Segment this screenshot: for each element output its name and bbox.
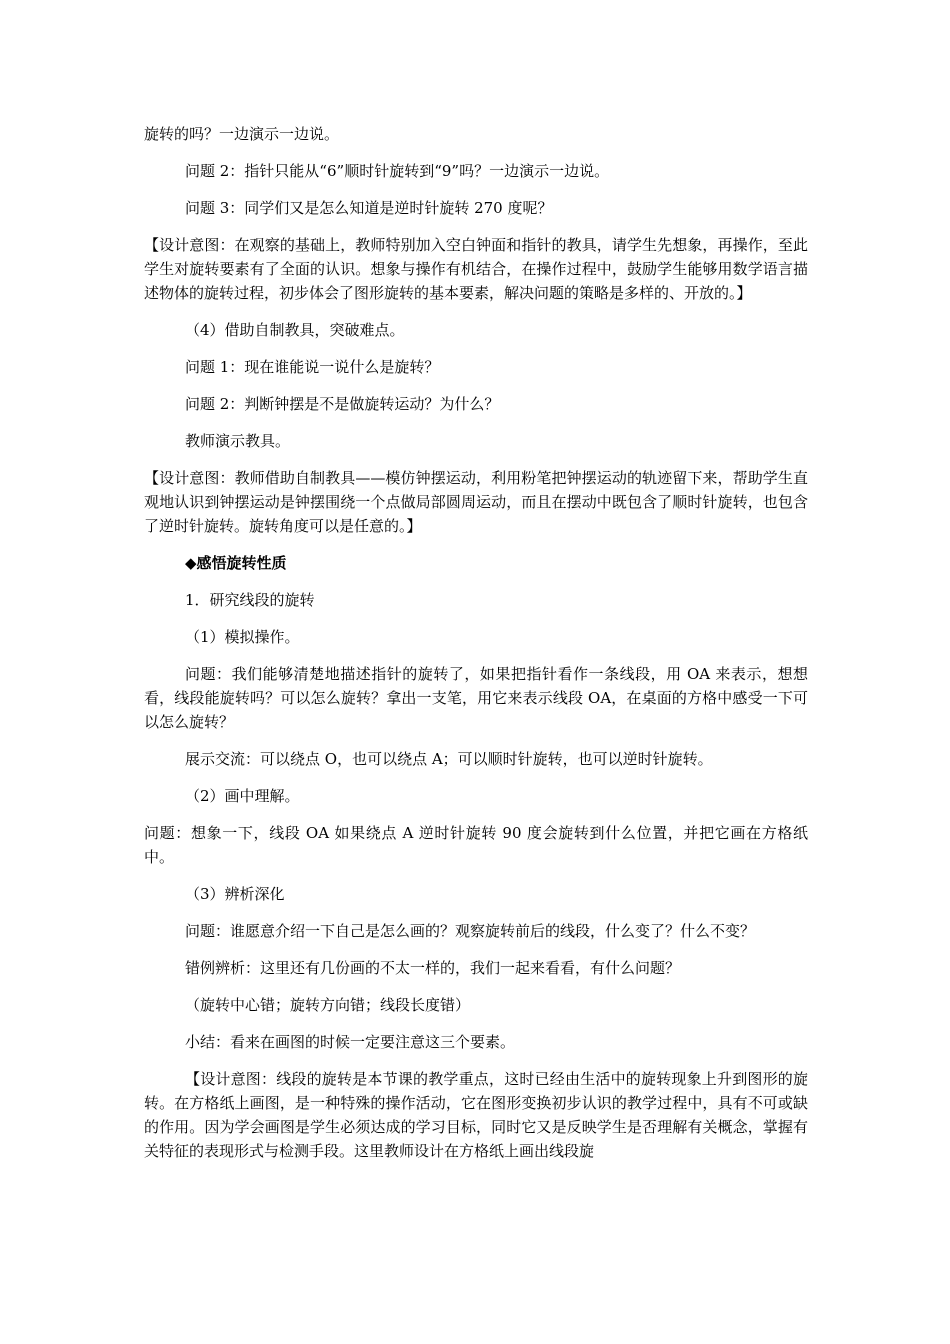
paragraph: （3）辨析深化 (185, 885, 285, 903)
paragraph: 旋转的吗？一边演示一边说。 (144, 125, 340, 143)
paragraph: （旋转中心错；旋转方向错；线段长度错） (185, 996, 471, 1014)
paragraph: 问题：我们能够清楚地描述指针的旋转了，如果把指针看作一条线段，用 OA 来表示，想想看，线段能旋转吗？可以怎么旋转？拿出一支笔，用它来表示线段 OA，在桌面的方格中感受一下可以怎么旋转？ (144, 665, 808, 731)
paragraph: 问题 3：同学们又是怎么知道是逆时针旋转 270 度呢？ (185, 199, 553, 217)
paragraph: （4）借助自制教具，突破难点。 (185, 321, 405, 339)
paragraph: 问题 1：现在谁能说一说什么是旋转？ (185, 358, 440, 376)
paragraph: 问题 2：指针只能从“6”顺时针旋转到“9”吗？一边演示一边说。 (185, 162, 610, 180)
paragraph: 小结：看来在画图的时候一定要注意这三个要素。 (185, 1033, 516, 1051)
document-body (144, 122, 808, 1176)
paragraph: （1）模拟操作。 (185, 628, 300, 646)
paragraph: 教师演示教具。 (185, 432, 291, 450)
paragraph: 1．研究线段的旋转 (185, 591, 315, 609)
paragraph: 问题：想象一下，线段 OA 如果绕点 A 逆时针旋转 90 度会旋转到什么位置，并把它画在方格纸中。 (144, 824, 808, 866)
paragraph: 错例辨析：这里还有几份画的不太一样的，我们一起来看看，有什么问题？ (185, 959, 681, 977)
paragraph: （2）画中理解。 (185, 787, 300, 805)
paragraph: 问题 2：判断钟摆是不是做旋转运动？为什么？ (185, 395, 500, 413)
paragraph: 【设计意图：在观察的基础上，教师特别加入空白钟面和指针的教具，请学生先想象，再操作，至此学生对旋转要素有了全面的认识。想象与操作有机结合，在操作过程中，鼓励学生能够用数学语言描述物体的旋转过程，初步体会了图形旋转的基本要素，解决问题的策略是多样的、开放的。】 (144, 236, 808, 302)
paragraph: 问题：谁愿意介绍一下自己是怎么画的？观察旋转前后的线段，什么变了？什么不变？ (185, 922, 756, 940)
paragraph: 【设计意图：教师借助自制教具——模仿钟摆运动，利用粉笔把钟摆运动的轨迹留下来，帮助学生直观地认识到钟摆运动是钟摆围绕一个点做局部圆周运动，而且在摆动中既包含了顺时针旋转，也包含了逆时针旋转。旋转角度可以是任意的。】 (144, 469, 808, 535)
paragraph: 展示交流：可以绕点 O，也可以绕点 A；可以顺时针旋转，也可以逆时针旋转。 (185, 750, 713, 768)
paragraph: 【设计意图：线段的旋转是本节课的教学重点，这时已经由生活中的旋转现象上升到图形的旋转。在方格纸上画图，是一种特殊的操作活动，它在图形变换初步认识的教学过程中，具有不可或缺的作用。因为学会画图是学生必须达成的学习目标，同时它又是反映学生是否理解有关概念，掌握有关特征的表现形式与检测手段。这里教师设计在方格纸上画出线段旋 (144, 1070, 808, 1160)
section-heading: ◆感悟旋转性质 (185, 554, 287, 572)
